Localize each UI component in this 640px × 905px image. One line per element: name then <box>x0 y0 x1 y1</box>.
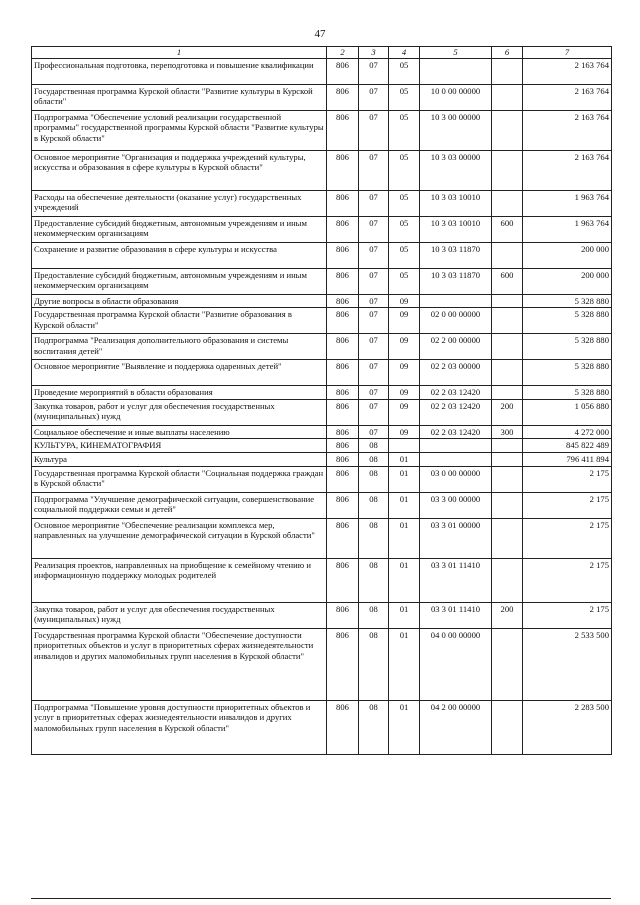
table-row <box>32 492 612 518</box>
row-amount: 5 328 880 <box>523 360 612 386</box>
row-code-6 <box>492 492 523 518</box>
row-amount: 4 272 000 <box>523 425 612 439</box>
row-code-6: 300 <box>492 425 523 439</box>
column-header-1: 1 <box>32 47 327 59</box>
column-header-5: 5 <box>420 47 492 59</box>
table-row <box>32 518 612 558</box>
table-row <box>32 110 612 150</box>
row-code-3: 08 <box>359 466 389 492</box>
row-code-6 <box>492 466 523 492</box>
row-code-3: 08 <box>359 628 389 700</box>
row-code-4: 01 <box>389 602 420 628</box>
row-name: Сохранение и развитие образования в сфере культуры и искусства <box>32 242 327 268</box>
row-code-5: 03 3 01 00000 <box>420 518 492 558</box>
row-code-2: 806 <box>327 84 359 110</box>
row-amount: 5 328 880 <box>523 294 612 308</box>
row-amount: 200 000 <box>523 268 612 294</box>
table-row <box>32 334 612 360</box>
row-code-2: 806 <box>327 466 359 492</box>
row-name: Предоставление субсидий бюджетным, автономным учреждениям и иным некоммерческим организациям <box>32 268 327 294</box>
row-code-6: 200 <box>492 602 523 628</box>
row-amount: 2 175 <box>523 558 612 602</box>
row-code-5: 04 0 00 00000 <box>420 628 492 700</box>
row-code-5: 02 2 03 12420 <box>420 386 492 400</box>
row-code-5: 03 0 00 00000 <box>420 466 492 492</box>
row-name: Государственная программа Курской области "Социальная поддержка граждан в Курской области" <box>32 466 327 492</box>
row-amount: 2 163 764 <box>523 58 612 84</box>
column-header-6: 6 <box>492 47 523 59</box>
row-code-5: 02 2 03 12420 <box>420 425 492 439</box>
row-code-5 <box>420 294 492 308</box>
row-code-5: 10 3 03 00000 <box>420 150 492 190</box>
row-code-5 <box>420 439 492 453</box>
row-code-3: 07 <box>359 190 389 216</box>
row-code-3: 07 <box>359 268 389 294</box>
row-code-5: 04 2 00 00000 <box>420 700 492 754</box>
row-code-4: 01 <box>389 700 420 754</box>
column-header-7: 7 <box>523 47 612 59</box>
row-code-5: 10 3 03 10010 <box>420 190 492 216</box>
table-row <box>32 242 612 268</box>
row-code-2: 806 <box>327 628 359 700</box>
row-code-2: 806 <box>327 334 359 360</box>
row-code-6 <box>492 84 523 110</box>
row-amount: 845 822 489 <box>523 439 612 453</box>
row-code-4: 09 <box>389 308 420 334</box>
row-name: Реализация проектов, направленных на приобщение к семейному чтению и информационную поддержку молодых родителей <box>32 558 327 602</box>
row-code-3: 07 <box>359 294 389 308</box>
row-amount: 2 175 <box>523 602 612 628</box>
row-amount: 200 000 <box>523 242 612 268</box>
row-code-2: 806 <box>327 360 359 386</box>
row-code-6: 600 <box>492 216 523 242</box>
row-code-3: 08 <box>359 439 389 453</box>
row-name: Предоставление субсидий бюджетным, автономным учреждениям и иным некоммерческим организациям <box>32 216 327 242</box>
table-row <box>32 452 612 466</box>
row-code-2: 806 <box>327 602 359 628</box>
row-code-2: 806 <box>327 308 359 334</box>
row-code-4: 01 <box>389 518 420 558</box>
row-code-4: 01 <box>389 492 420 518</box>
table-row <box>32 360 612 386</box>
budget-table <box>31 46 612 755</box>
row-code-3: 07 <box>359 242 389 268</box>
row-code-4: 09 <box>389 360 420 386</box>
row-code-4: 09 <box>389 386 420 400</box>
row-name: Проведение мероприятий в области образования <box>32 386 327 400</box>
row-code-3: 07 <box>359 84 389 110</box>
table-row <box>32 190 612 216</box>
row-code-3: 08 <box>359 518 389 558</box>
row-code-4: 05 <box>389 268 420 294</box>
row-name: Государственная программа Курской области "Развитие образования в Курской области" <box>32 308 327 334</box>
row-name: Государственная программа Курской области "Развитие культуры в Курской области" <box>32 84 327 110</box>
row-code-2: 806 <box>327 150 359 190</box>
row-amount: 1 963 764 <box>523 190 612 216</box>
table-row <box>32 58 612 84</box>
row-code-2: 806 <box>327 242 359 268</box>
row-code-4: 09 <box>389 425 420 439</box>
row-code-5: 10 3 03 11870 <box>420 268 492 294</box>
row-code-2: 806 <box>327 58 359 84</box>
row-code-3: 07 <box>359 399 389 425</box>
row-code-4: 05 <box>389 216 420 242</box>
row-code-4: 05 <box>389 110 420 150</box>
row-amount: 2 175 <box>523 492 612 518</box>
page-number: 47 <box>314 28 326 40</box>
row-code-5: 10 3 03 10010 <box>420 216 492 242</box>
row-amount: 2 163 764 <box>523 110 612 150</box>
row-code-4: 01 <box>389 452 420 466</box>
row-code-2: 806 <box>327 492 359 518</box>
table-body <box>32 58 612 754</box>
table-row <box>32 700 612 754</box>
row-code-3: 08 <box>359 602 389 628</box>
row-name: Основное мероприятие "Организация и поддержка учреждений культуры, искусства и образования в сфере культуры в Курской области" <box>32 150 327 190</box>
table-row <box>32 439 612 453</box>
table-row <box>32 602 612 628</box>
table-row <box>32 425 612 439</box>
row-code-2: 806 <box>327 294 359 308</box>
table-row <box>32 216 612 242</box>
row-name: Закупка товаров, работ и услуг для обеспечения государственных (муниципальных) нужд <box>32 399 327 425</box>
table-row <box>32 399 612 425</box>
column-header-4: 4 <box>389 47 420 59</box>
row-code-5: 02 2 00 00000 <box>420 334 492 360</box>
row-code-5: 10 3 00 00000 <box>420 110 492 150</box>
page-bottom-rule <box>31 898 611 899</box>
row-amount: 2 175 <box>523 518 612 558</box>
row-code-3: 08 <box>359 492 389 518</box>
row-code-5: 10 0 00 00000 <box>420 84 492 110</box>
row-code-2: 806 <box>327 268 359 294</box>
row-code-3: 07 <box>359 425 389 439</box>
row-code-5 <box>420 58 492 84</box>
row-code-4: 05 <box>389 84 420 110</box>
row-amount: 5 328 880 <box>523 386 612 400</box>
row-name: Подпрограмма "Улучшение демографической ситуации, совершенствование социальной поддержки семьи и детей" <box>32 492 327 518</box>
row-name: Расходы на обеспечение деятельности (оказание услуг) государственных учреждений <box>32 190 327 216</box>
row-name: Закупка товаров, работ и услуг для обеспечения государственных (муниципальных) нужд <box>32 602 327 628</box>
table-row <box>32 558 612 602</box>
table-row <box>32 466 612 492</box>
row-code-4: 01 <box>389 558 420 602</box>
row-code-3: 07 <box>359 58 389 84</box>
row-code-6 <box>492 58 523 84</box>
row-code-4: 01 <box>389 628 420 700</box>
row-code-6 <box>492 294 523 308</box>
row-code-3: 08 <box>359 700 389 754</box>
row-code-6 <box>492 242 523 268</box>
table-header-row <box>32 47 612 59</box>
row-code-3: 07 <box>359 216 389 242</box>
row-name: Подпрограмма "Реализация дополнительного образования и системы воспитания детей" <box>32 334 327 360</box>
row-name: Подпрограмма "Обеспечение условий реализации государственной программы" государственной программы Курской области "Развитие культуры в Курской области" <box>32 110 327 150</box>
row-code-2: 806 <box>327 399 359 425</box>
column-header-2: 2 <box>327 47 359 59</box>
row-code-5: 03 3 00 00000 <box>420 492 492 518</box>
table-row <box>32 386 612 400</box>
row-code-3: 08 <box>359 452 389 466</box>
row-amount: 1 056 880 <box>523 399 612 425</box>
row-name: Основное мероприятие "Обеспечение реализации комплекса мер, направленных на улучшение демографической ситуации в Курской области" <box>32 518 327 558</box>
row-code-6: 600 <box>492 268 523 294</box>
row-code-6 <box>492 700 523 754</box>
row-code-5: 02 2 03 12420 <box>420 399 492 425</box>
row-name: Профессиональная подготовка, переподготовка и повышение квалификации <box>32 58 327 84</box>
row-name: КУЛЬТУРА, КИНЕМАТОГРАФИЯ <box>32 439 327 453</box>
row-name: Другие вопросы в области образования <box>32 294 327 308</box>
row-amount: 2 533 500 <box>523 628 612 700</box>
row-code-5 <box>420 452 492 466</box>
row-code-6: 200 <box>492 399 523 425</box>
row-amount: 2 163 764 <box>523 150 612 190</box>
table-row <box>32 84 612 110</box>
row-code-4: 05 <box>389 58 420 84</box>
row-code-6 <box>492 439 523 453</box>
row-name: Основное мероприятие "Выявление и поддержка одаренных детей" <box>32 360 327 386</box>
row-code-5: 02 2 03 00000 <box>420 360 492 386</box>
row-code-2: 806 <box>327 452 359 466</box>
row-code-2: 806 <box>327 110 359 150</box>
row-code-6 <box>492 452 523 466</box>
table-row <box>32 268 612 294</box>
row-code-4: 09 <box>389 334 420 360</box>
table-row <box>32 294 612 308</box>
row-code-3: 07 <box>359 360 389 386</box>
row-code-2: 806 <box>327 425 359 439</box>
row-code-6 <box>492 360 523 386</box>
row-code-3: 08 <box>359 558 389 602</box>
row-name: Культура <box>32 452 327 466</box>
row-code-3: 07 <box>359 386 389 400</box>
row-code-6 <box>492 190 523 216</box>
row-code-2: 806 <box>327 216 359 242</box>
row-code-3: 07 <box>359 150 389 190</box>
table-row <box>32 628 612 700</box>
row-amount: 796 411 894 <box>523 452 612 466</box>
row-amount: 2 283 500 <box>523 700 612 754</box>
row-code-4: 05 <box>389 190 420 216</box>
row-code-4: 05 <box>389 242 420 268</box>
row-code-5: 10 3 03 11870 <box>420 242 492 268</box>
row-code-6 <box>492 150 523 190</box>
row-code-6 <box>492 334 523 360</box>
row-code-2: 806 <box>327 190 359 216</box>
table-row <box>32 308 612 334</box>
row-code-4 <box>389 439 420 453</box>
row-code-4: 01 <box>389 466 420 492</box>
row-code-3: 07 <box>359 110 389 150</box>
row-code-2: 806 <box>327 386 359 400</box>
row-amount: 2 175 <box>523 466 612 492</box>
row-code-2: 806 <box>327 439 359 453</box>
row-code-6 <box>492 628 523 700</box>
row-code-6 <box>492 308 523 334</box>
row-code-4: 09 <box>389 399 420 425</box>
row-code-4: 09 <box>389 294 420 308</box>
table-row <box>32 150 612 190</box>
row-code-6 <box>492 110 523 150</box>
row-code-5: 02 0 00 00000 <box>420 308 492 334</box>
row-name: Социальное обеспечение и иные выплаты населению <box>32 425 327 439</box>
row-code-3: 07 <box>359 334 389 360</box>
row-amount: 2 163 764 <box>523 84 612 110</box>
row-code-4: 05 <box>389 150 420 190</box>
row-amount: 5 328 880 <box>523 308 612 334</box>
row-code-6 <box>492 558 523 602</box>
row-code-6 <box>492 386 523 400</box>
row-code-5: 03 3 01 11410 <box>420 558 492 602</box>
row-code-2: 806 <box>327 700 359 754</box>
row-amount: 5 328 880 <box>523 334 612 360</box>
row-code-5: 03 3 01 11410 <box>420 602 492 628</box>
row-name: Государственная программа Курской области "Обеспечение доступности приоритетных объектов и услуг в приоритетных сферах жизнедеятельности инвалидов и других маломобильных групп населения в Курской области" <box>32 628 327 700</box>
column-header-3: 3 <box>359 47 389 59</box>
row-name: Подпрограмма "Повышение уровня доступности приоритетных объектов и услуг в приоритетных сферах жизнедеятельности инвалидов и других маломобильных групп населения в Курской области" <box>32 700 327 754</box>
row-code-6 <box>492 518 523 558</box>
row-code-2: 806 <box>327 558 359 602</box>
row-code-3: 07 <box>359 308 389 334</box>
row-code-2: 806 <box>327 518 359 558</box>
row-amount: 1 963 764 <box>523 216 612 242</box>
